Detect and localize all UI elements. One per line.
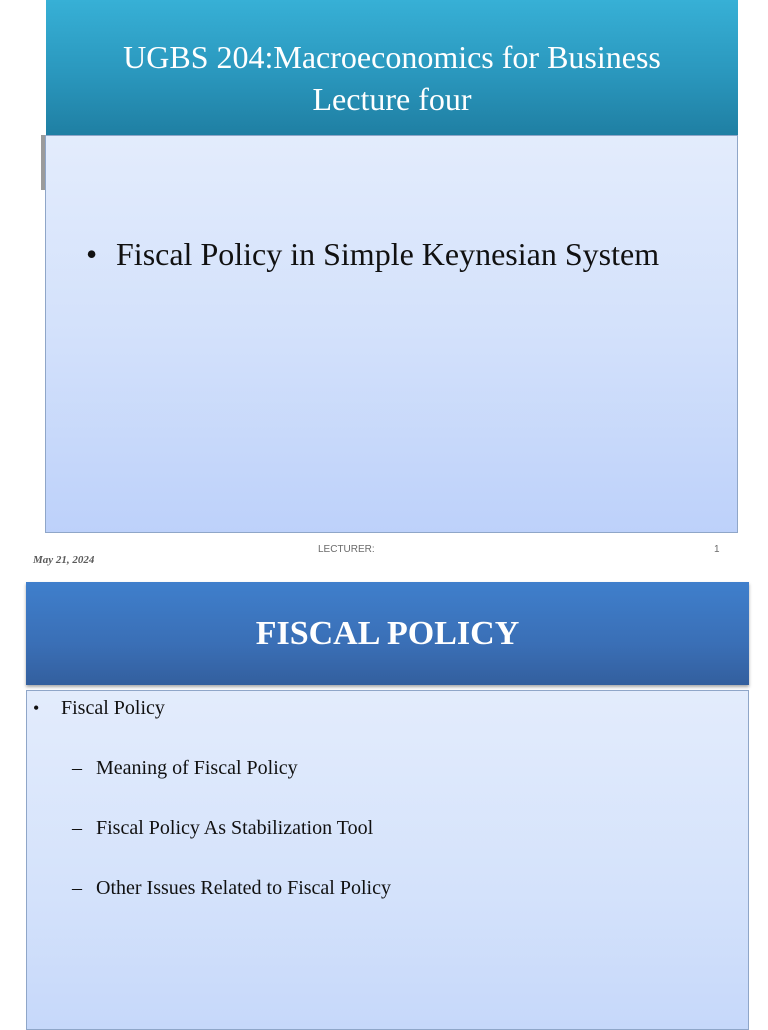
slide2-sub-bullet-text: Other Issues Related to Fiscal Policy [96,877,391,899]
slide1-title [46,0,738,135]
slide1-title-line2: Lecture four [312,81,472,117]
slide1-bullet-item [86,236,659,273]
slide1-content-box [45,135,738,533]
slide2-sub-bullet [72,757,298,780]
bullet-dot-icon: • [33,698,40,718]
slide2-content-box [26,690,749,1030]
slide2-sub-bullet [72,817,373,840]
slide2-main-bullet [33,697,165,720]
slide2-sub-bullet-text: Fiscal Policy As Stabilization Tool [96,817,374,839]
slide1-bullet-text: Fiscal Policy in Simple Keynesian System [116,236,660,272]
slide1-title-line1: UGBS 204:Macroeconomics for Business [123,39,661,75]
slide-footer-date: May 21, 2024 [33,554,95,566]
dash-bullet-icon: – [72,817,82,839]
dash-bullet-icon: – [72,757,82,779]
slide-page-number: 1 [714,544,720,555]
dash-bullet-icon: – [72,877,82,899]
slide-footer-lecturer: LECTURER: [318,544,375,555]
slide2-main-bullet-text: Fiscal Policy [61,697,165,719]
slide2-sub-bullet [72,877,391,900]
bullet-dot-icon: • [86,236,98,272]
slide2-sub-bullet-text: Meaning of Fiscal Policy [96,757,298,779]
slide2-title: FISCAL POLICY [26,582,749,685]
